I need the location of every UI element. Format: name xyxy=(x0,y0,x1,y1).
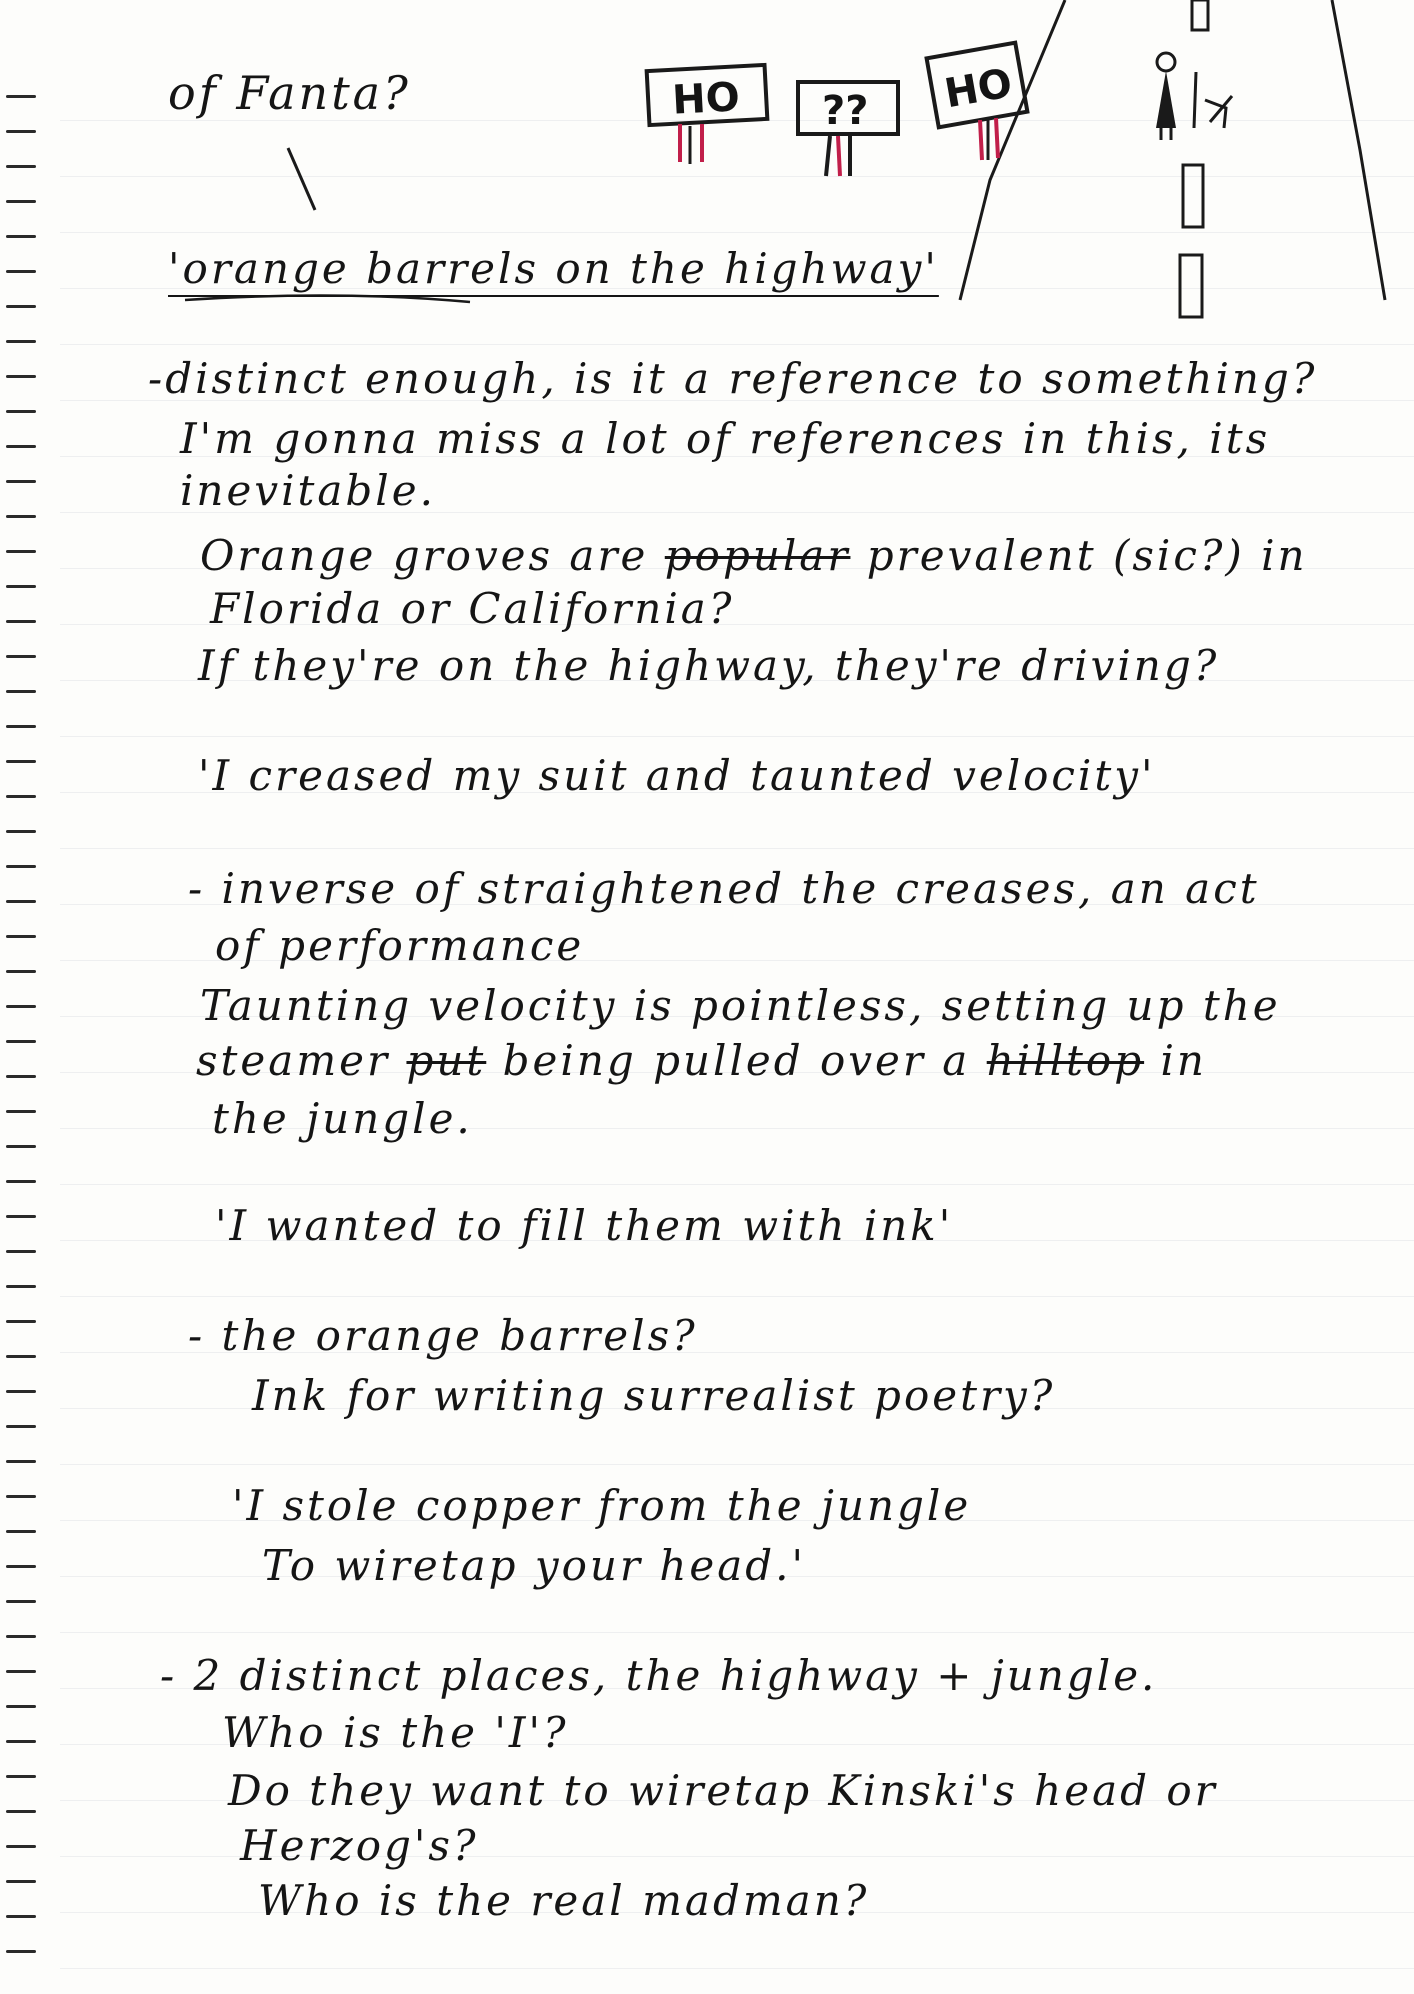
ruled-line xyxy=(60,1296,1414,1297)
binding-tick xyxy=(6,515,36,518)
binding-tick xyxy=(6,1075,36,1078)
struck-word: popular xyxy=(664,531,851,580)
binding-tick xyxy=(6,1110,36,1113)
note-line: - the orange barrels? xyxy=(188,1311,698,1360)
heading-note: of Fanta? xyxy=(168,66,411,120)
binding-tick xyxy=(6,655,36,658)
binding-tick xyxy=(6,1460,36,1463)
road-left-edge xyxy=(960,0,1065,300)
binding-tick xyxy=(6,970,36,973)
binding-tick xyxy=(6,445,36,448)
note-line: Taunting velocity is pointless, setting up the xyxy=(200,981,1281,1030)
quote-4: To wiretap your head.' xyxy=(262,1541,807,1590)
binding-tick xyxy=(6,830,36,833)
ruled-line xyxy=(60,1632,1414,1633)
binding-tick xyxy=(6,1950,36,1953)
billboard-2-text: ?? xyxy=(822,88,869,134)
binding-tick xyxy=(6,1635,36,1638)
binding-tick xyxy=(6,270,36,273)
ruled-line xyxy=(60,344,1414,345)
note-line: the jungle. xyxy=(212,1094,473,1143)
binding-tick xyxy=(6,165,36,168)
binding-tick xyxy=(6,1705,36,1708)
figures-on-road xyxy=(1156,53,1232,140)
binding-tick xyxy=(6,1180,36,1183)
binding-tick xyxy=(6,1565,36,1568)
binding-tick xyxy=(6,340,36,343)
quote-4: 'I stole copper from the jungle xyxy=(232,1481,972,1530)
binding-tick xyxy=(6,1145,36,1148)
binding-tick xyxy=(6,200,36,203)
binding-tick xyxy=(6,725,36,728)
binding-tick xyxy=(6,235,36,238)
billboard-3-text: HO xyxy=(941,60,1016,118)
road-right-edge xyxy=(1332,0,1385,300)
note-line: Who is the 'I'? xyxy=(222,1708,569,1757)
note-line: I'm gonna miss a lot of references in this, its xyxy=(180,414,1271,463)
binding-tick xyxy=(6,1040,36,1043)
binding-tick xyxy=(6,1740,36,1743)
note-line: Florida or California? xyxy=(210,584,735,633)
binding-tick xyxy=(6,1285,36,1288)
pointer-line xyxy=(288,148,315,210)
ruled-line xyxy=(60,848,1414,849)
binding-tick xyxy=(6,305,36,308)
ruled-line xyxy=(60,176,1414,177)
binding-tick xyxy=(6,865,36,868)
binding-tick xyxy=(6,410,36,413)
binding-tick xyxy=(6,1425,36,1428)
spiral-binding xyxy=(0,0,60,1994)
billboard-3 xyxy=(927,43,1028,160)
ruled-line xyxy=(60,736,1414,737)
binding-tick xyxy=(6,550,36,553)
binding-tick xyxy=(6,760,36,763)
billboard-2 xyxy=(798,82,898,176)
billboard-1-text: HO xyxy=(671,74,741,124)
double-underline xyxy=(185,295,470,302)
note-line: Orange groves are popular prevalent (sic?) in xyxy=(200,531,1308,580)
binding-tick xyxy=(6,690,36,693)
binding-tick xyxy=(6,935,36,938)
road-dash xyxy=(1183,165,1203,227)
note-line: - inverse of straightened the creases, an act xyxy=(188,864,1260,913)
binding-tick xyxy=(6,480,36,483)
quote-3: 'I wanted to fill them with ink' xyxy=(215,1201,954,1250)
struck-word: put xyxy=(406,1036,487,1085)
quote-2: 'I creased my suit and taunted velocity' xyxy=(198,751,1156,800)
note-line: Who is the real madman? xyxy=(258,1876,870,1925)
ruled-line xyxy=(60,1464,1414,1465)
note-line: Do they want to wiretap Kinski's head or xyxy=(228,1766,1218,1815)
binding-tick xyxy=(6,1215,36,1218)
ruled-line xyxy=(60,232,1414,233)
binding-tick xyxy=(6,1775,36,1778)
note-line: If they're on the highway, they're driving? xyxy=(198,641,1220,690)
note-line: Herzog's? xyxy=(240,1821,479,1870)
binding-tick xyxy=(6,585,36,588)
road-dash xyxy=(1180,255,1202,317)
struck-word: hilltop xyxy=(986,1036,1145,1085)
quote-1: 'orange barrels on the highway' xyxy=(168,244,939,293)
binding-tick xyxy=(6,1670,36,1673)
note-line: steamer put being pulled over a hilltop in xyxy=(196,1036,1207,1085)
ruled-line xyxy=(60,120,1414,121)
binding-tick xyxy=(6,900,36,903)
note-line: of performance xyxy=(215,921,585,970)
binding-tick xyxy=(6,1320,36,1323)
binding-tick xyxy=(6,1390,36,1393)
note-line: Ink for writing surrealist poetry? xyxy=(252,1371,1056,1420)
binding-tick xyxy=(6,1250,36,1253)
binding-tick xyxy=(6,1530,36,1533)
binding-tick xyxy=(6,1005,36,1008)
binding-tick xyxy=(6,1600,36,1603)
ruled-line xyxy=(60,1184,1414,1185)
binding-tick xyxy=(6,1495,36,1498)
note-line: - 2 distinct places, the highway + jungle. xyxy=(160,1651,1158,1700)
ruled-line xyxy=(60,1968,1414,1969)
binding-tick xyxy=(6,1355,36,1358)
binding-tick xyxy=(6,1845,36,1848)
binding-tick xyxy=(6,1915,36,1918)
binding-tick xyxy=(6,95,36,98)
binding-tick xyxy=(6,1810,36,1813)
note-line: -distinct enough, is it a reference to something? xyxy=(148,354,1318,403)
binding-tick xyxy=(6,620,36,623)
binding-tick xyxy=(6,795,36,798)
binding-tick xyxy=(6,1880,36,1883)
binding-tick xyxy=(6,375,36,378)
billboard-1 xyxy=(647,65,768,164)
binding-tick xyxy=(6,130,36,133)
note-line: inevitable. xyxy=(180,466,436,515)
road-dash xyxy=(1192,0,1208,30)
